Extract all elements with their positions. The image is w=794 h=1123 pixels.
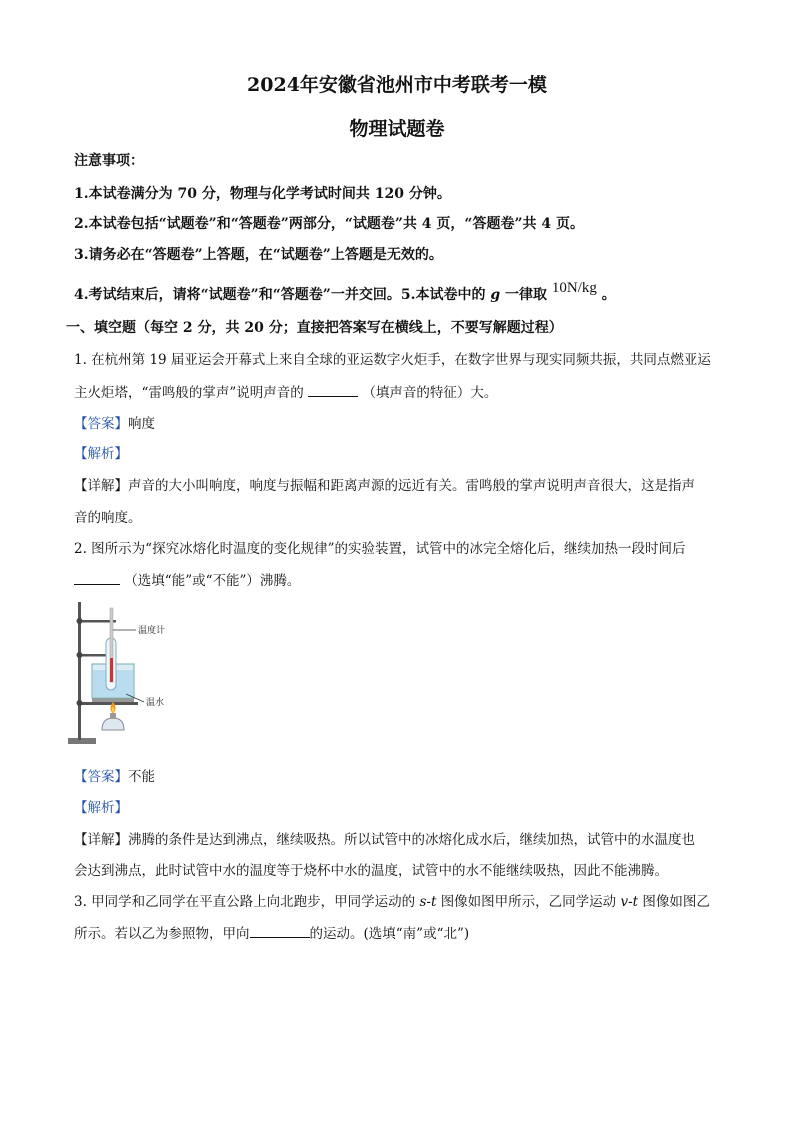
experiment-figure [66,598,176,752]
exam-title: 2024年安徽省池州市中考联考一模 [247,74,547,96]
ring-support [78,702,138,705]
q3-line-1b: 图像如图甲所示，乙同学运动 [440,894,617,910]
q3-blank [250,925,310,938]
notice-item-1: 1.本试卷满分为 70 分，物理与化学考试时间共 120 分钟。 [74,186,451,202]
notice-item-4 [74,280,616,304]
detail-tag: 【详解】 [74,832,128,848]
q1-answer [74,412,155,432]
q1-line-2b: （填声音的特征）大。 [362,385,498,401]
q2-line-2 [74,569,300,589]
stand-base [68,738,96,744]
q1-line-2 [74,381,497,401]
alcohol-lamp [102,718,124,730]
q1-blank [308,384,358,397]
g-value: 10N/kg [551,280,597,296]
q2-blank [74,572,120,585]
q1-detail-2: 音的响度。 [74,510,142,526]
q2-analysis-tag: 【解析】 [74,800,128,816]
exam-subtitle: 物理试题卷 [349,118,445,140]
q2-detail-text: 沸腾的条件是达到沸点，继续吸热。所以试管中的冰熔化成水后，继续加热，试管中的水温度也 [128,832,695,848]
q1-analysis-tag: 【解析】 [74,446,128,462]
q3-line-2 [74,922,469,942]
q2-answer [74,765,155,785]
water-label: 温水 [146,698,165,708]
q3-line-1 [74,890,710,910]
detail-tag: 【详解】 [74,478,128,494]
q1-detail-text: 声音的大小叫响度，响度与振幅和距离声源的远近有关。雷鸣般的掌声说明声音很大，这是指声 [128,478,695,494]
q2-line-1: 2. 图所示为“探究冰熔化时温度的变化规律”的实验装置，试管中的冰完全熔化后，继续加热一段时间后 [74,541,686,557]
vt-symbol: v-t [620,894,639,910]
notice-item-4-take: 一律取 [505,287,547,303]
middle-clamp [78,654,108,657]
q2-answer-text: 不能 [128,769,155,785]
q3-line-1a: 3. 甲同学和乙同学在平直公路上向北跑步，甲同学运动的 [74,894,416,910]
q3-line-2b: 的运动。(选填“南”或“北”) [309,926,470,942]
q1-answer-text: 响度 [128,416,155,432]
notice-item-2: 2.本试卷包括“试题卷”和“答题卷”两部分，“试题卷”共 4 页，“答题卷”共 4 页。 [74,216,585,232]
notice-item-4-end: 。 [601,287,616,303]
st-symbol: s-t [419,894,437,910]
q3-line-2a: 所示。若以乙为参照物，甲向 [74,926,250,942]
q1-line-1: 1. 在杭州第 19 届亚运会开幕式上来自全球的亚运数字火炬手，在数字世界与现实同频共振，共同点燃亚运 [74,352,711,368]
q1-line-2a: 主火炬塔，“雷鸣般的掌声”说明声音的 [74,385,304,401]
g-symbol: g [490,287,501,303]
q2-detail-2: 会达到沸点，此时试管中水的温度等于烧杯中水的温度，试管中的水不能继续吸热，因此不能沸腾。 [74,863,668,879]
notice-heading: 注意事项： [74,153,144,169]
notice-item-3: 3.请务必在“答题卷”上答题，在“试题卷”上答题是无效的。 [74,247,443,263]
wire-gauze [92,698,134,702]
answer-tag: 【答案】 [74,416,128,432]
thermometer-label: 温度计 [138,626,166,636]
q1-detail-1 [74,474,695,494]
section-1-heading: 一、填空题（每空 2 分，共 20 分；直接把答案写在横线上，不要写解题过程） [66,320,563,336]
answer-tag: 【答案】 [74,769,128,785]
q2-detail-1 [74,828,695,848]
q3-line-1c: 图像如图乙 [642,894,710,910]
q2-line-2-text: （选填“能”或“不能”）沸腾。 [124,573,301,589]
notice-item-4-text: 4.考试结束后，请将“试题卷”和“答题卷”一并交回。5.本试卷中的 [74,287,486,303]
